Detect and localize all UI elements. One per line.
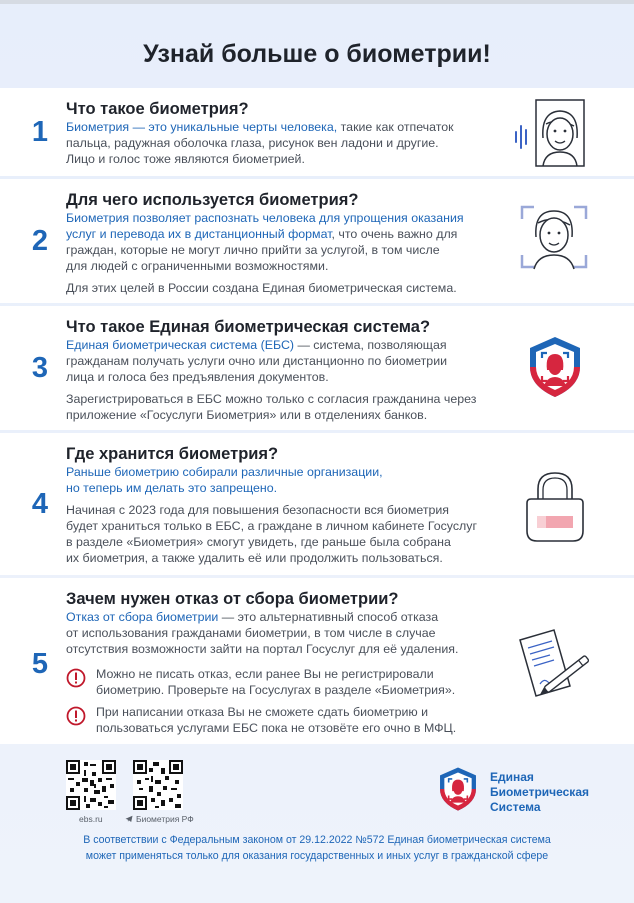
ebs-logo-icon [435, 765, 481, 813]
section-1 [0, 88, 634, 176]
section-title: Что такое биометрия? [66, 100, 249, 118]
body-line: Начиная с 2023 года для повышения безопасности вся биометрия [66, 503, 450, 517]
warning-icon [66, 706, 86, 726]
section-title: Что такое Единая биометрическая система? [66, 318, 431, 336]
top-edge [0, 0, 634, 4]
section-number: 3 [31, 352, 49, 384]
padlock-icon [521, 469, 589, 545]
warning-1 [66, 666, 496, 700]
body-line: граждан, которые не могут лично прийти за услугой, в том числе [66, 243, 440, 257]
qr-code-ebs[interactable] [66, 760, 116, 810]
warning-icon [66, 668, 86, 688]
document-pen-icon [514, 626, 594, 700]
body-line: лица и голоса без предъявления документов. [66, 370, 329, 384]
section-body [66, 464, 496, 566]
section-number: 1 [31, 116, 49, 148]
body-line: Биометрия — это уникальные черты человека, такие как отпечаток [66, 120, 454, 134]
body-line: отсутствия возможности зайти на портал Госуслуг для её удаления. [66, 642, 459, 656]
body-line: но теперь им делать это запрещено. [66, 481, 278, 495]
section-number: 4 [31, 488, 49, 520]
section-number: 5 [31, 648, 49, 680]
section-2 [0, 179, 634, 303]
section-number: 2 [31, 225, 49, 257]
face-portrait-voice-icon [510, 98, 600, 170]
qr-code-telegram[interactable] [133, 760, 183, 810]
section-title: Для чего используется биометрия? [66, 191, 359, 209]
ebs-shield-icon [523, 334, 587, 400]
legal-note: В соответствии с Федеральным законом от 29.12.2022 №572 Единая биометрическая система может применяться только для оказания государственных и иных услуг в гражданской сфере [83, 834, 551, 862]
body-line: Отказ от сбора биометрии — это альтернативный способ отказа [66, 610, 439, 624]
page-title: Узнай больше о биометрии! [143, 40, 491, 68]
body-line: будет храниться только в ЕБС, а граждане в личном кабинете Госуслуг [66, 519, 478, 533]
qr-caption-telegram: Биометрия РФ [136, 814, 194, 824]
telegram-icon [125, 815, 133, 823]
body-line: Единая биометрическая система (ЕБС) — система, позволяющая [66, 338, 447, 352]
body-line: Лицо и голос тоже являются биометрией. [66, 152, 305, 166]
body-line: их биометрия, а также удалить её или продолжить пользоваться. [66, 551, 443, 565]
body-line: пальца, радужная оболочка глаза, рисунок вен ладони и другие. [66, 136, 439, 150]
body-line: в разделе «Биометрия» смогут увидеть, где раньше была собрана [66, 535, 451, 549]
section-5 [0, 578, 634, 744]
body-extra: Для этих целей в России создана Единая биометрическая система. [66, 281, 457, 295]
body-line: от использования гражданами биометрии, в том числе в случае [66, 626, 436, 640]
body-line: приложение «Госуслуги Биометрия» или в отделениях банков. [66, 408, 428, 422]
section-4 [0, 433, 634, 575]
body-line: Зарегистрироваться в ЕБС можно только с согласия гражданина через [66, 392, 477, 406]
warning-text: Можно не писать отказ, если ранее Вы не регистрировали биометрию. Проверьте на Госуслугах в разделе «Биометрия». [96, 667, 456, 697]
body-line: услуг и перевода их в дистанционный формат, что очень важно для [66, 227, 458, 241]
brand-name: Единая Биометрическая Система [490, 770, 589, 814]
body-line: гражданам получать услуги очно или дистанционно по биометрии [66, 354, 448, 368]
section-title: Где хранится биометрия? [66, 445, 279, 463]
body-line: Биометрия позволяет распознать человека для упрощения оказания [66, 211, 464, 225]
face-scan-icon [518, 203, 590, 271]
section-3 [0, 306, 634, 430]
body-line: Раньше биометрию собирали различные организации, [66, 465, 383, 479]
section-title: Зачем нужен отказ от сбора биометрии? [66, 590, 399, 608]
warning-2 [66, 704, 496, 738]
warning-text: При написании отказа Вы не сможете сдать биометрию и пользоваться услугами ЕБС пока не отзовёте его очно в МФЦ. [96, 705, 457, 735]
qr-caption-ebs: ebs.ru [79, 814, 103, 824]
section-body [66, 609, 496, 657]
body-line: для людей с ограниченными возможностями. [66, 259, 329, 273]
section-body [66, 210, 496, 296]
section-body [66, 337, 496, 423]
section-body [66, 119, 496, 167]
